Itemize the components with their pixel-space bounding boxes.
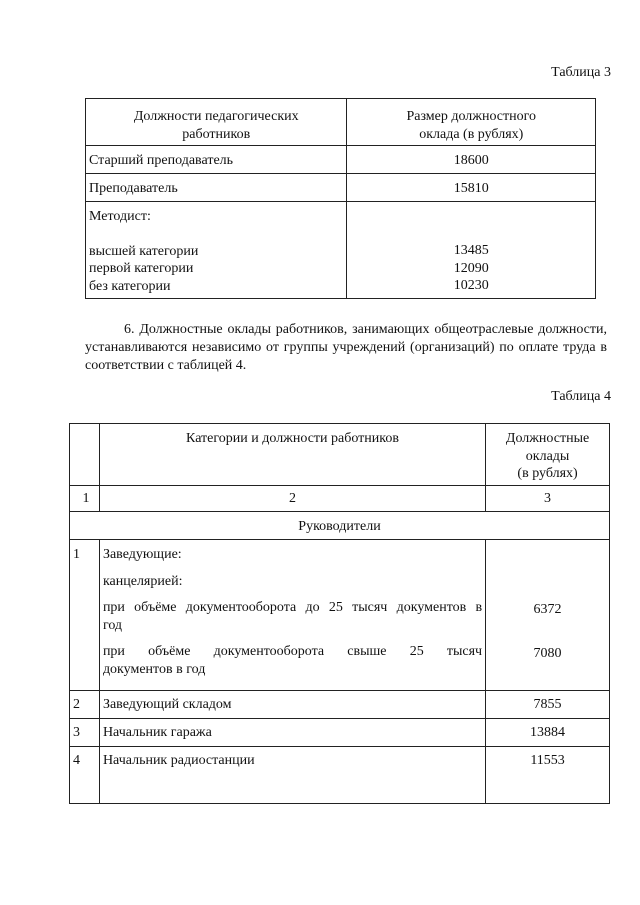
position-cell: Старший преподаватель — [86, 146, 347, 174]
managers-title: Заведующие: — [102, 547, 182, 562]
table-row — [70, 691, 610, 719]
row-number: 1 — [70, 540, 100, 691]
row-number: 2 — [70, 691, 100, 719]
salary-value: 12090 — [453, 260, 489, 276]
table4-header-value: Должностные оклады (в рублях) — [486, 424, 610, 486]
salary-cell: 13884 — [486, 719, 610, 747]
item1-line1: при объёме документооборота до 25 тысяч документов в — [102, 600, 483, 615]
salary-cell: 15810 — [347, 174, 596, 202]
table4 — [69, 423, 610, 804]
section-row — [70, 512, 610, 540]
row-number: 4 — [70, 747, 100, 804]
table-row — [70, 719, 610, 747]
managers-values-cell — [486, 540, 610, 691]
position-cell: Начальник гаража — [99, 719, 485, 747]
salary-value: 6372 — [533, 602, 562, 617]
table3 — [85, 98, 596, 299]
table-row — [86, 146, 596, 174]
office-subtitle: канцелярией: — [102, 573, 183, 589]
paragraph-6: 6. Должностные оклады работников, занимающих общеотраслевые должности, устанавливаются независимо от группы учреждений (организаций) по оплате труда в соответствии с таблицей 4. — [85, 322, 607, 373]
methodist-salary-cell — [347, 202, 596, 299]
table3-header-salary: Размер должностного оклада (в рублях) — [347, 99, 596, 146]
salary-value: 7080 — [533, 645, 562, 661]
salary-value: 10230 — [453, 278, 489, 293]
table4-header-num — [70, 424, 100, 486]
category-label: первой категории — [89, 261, 194, 276]
column-number: 2 — [99, 486, 485, 512]
table-row-methodist — [86, 202, 596, 299]
table4-caption: Таблица 4 — [551, 389, 611, 404]
salary-cell: 7855 — [486, 691, 610, 719]
managers-cell — [99, 540, 485, 691]
salary-cell: 11553 — [486, 747, 610, 804]
table3-header-row — [86, 99, 596, 146]
position-cell: Заведующий складом — [99, 691, 485, 719]
table4-header-row — [70, 424, 610, 486]
table4-header-name: Категории и должности работников — [99, 424, 485, 486]
salary-cell: 18600 — [347, 146, 596, 174]
methodist-cell — [86, 202, 347, 299]
table-row — [70, 540, 610, 691]
table3-header-position: Должности педагогических работников — [86, 99, 347, 146]
table-row — [70, 747, 610, 804]
position-cell: Преподаватель — [86, 174, 347, 202]
item1-line2: год — [102, 617, 123, 633]
table3-caption: Таблица 3 — [551, 65, 611, 80]
methodist-title: Методист: — [89, 209, 151, 224]
column-number: 1 — [70, 486, 100, 512]
salary-value: 13485 — [453, 243, 489, 258]
category-label: без категории — [89, 278, 171, 294]
section-title: Руководители — [70, 512, 610, 540]
table4-numbering-row — [70, 486, 610, 512]
position-cell: Начальник радиостанции — [99, 747, 485, 804]
item2-line1: при объёме документооборота свыше 25 тысяч — [102, 644, 483, 659]
category-label: высшей категории — [89, 243, 199, 259]
table-row — [86, 174, 596, 202]
item2-line2: документов в год — [102, 661, 206, 677]
row-number: 3 — [70, 719, 100, 747]
column-number: 3 — [486, 486, 610, 512]
